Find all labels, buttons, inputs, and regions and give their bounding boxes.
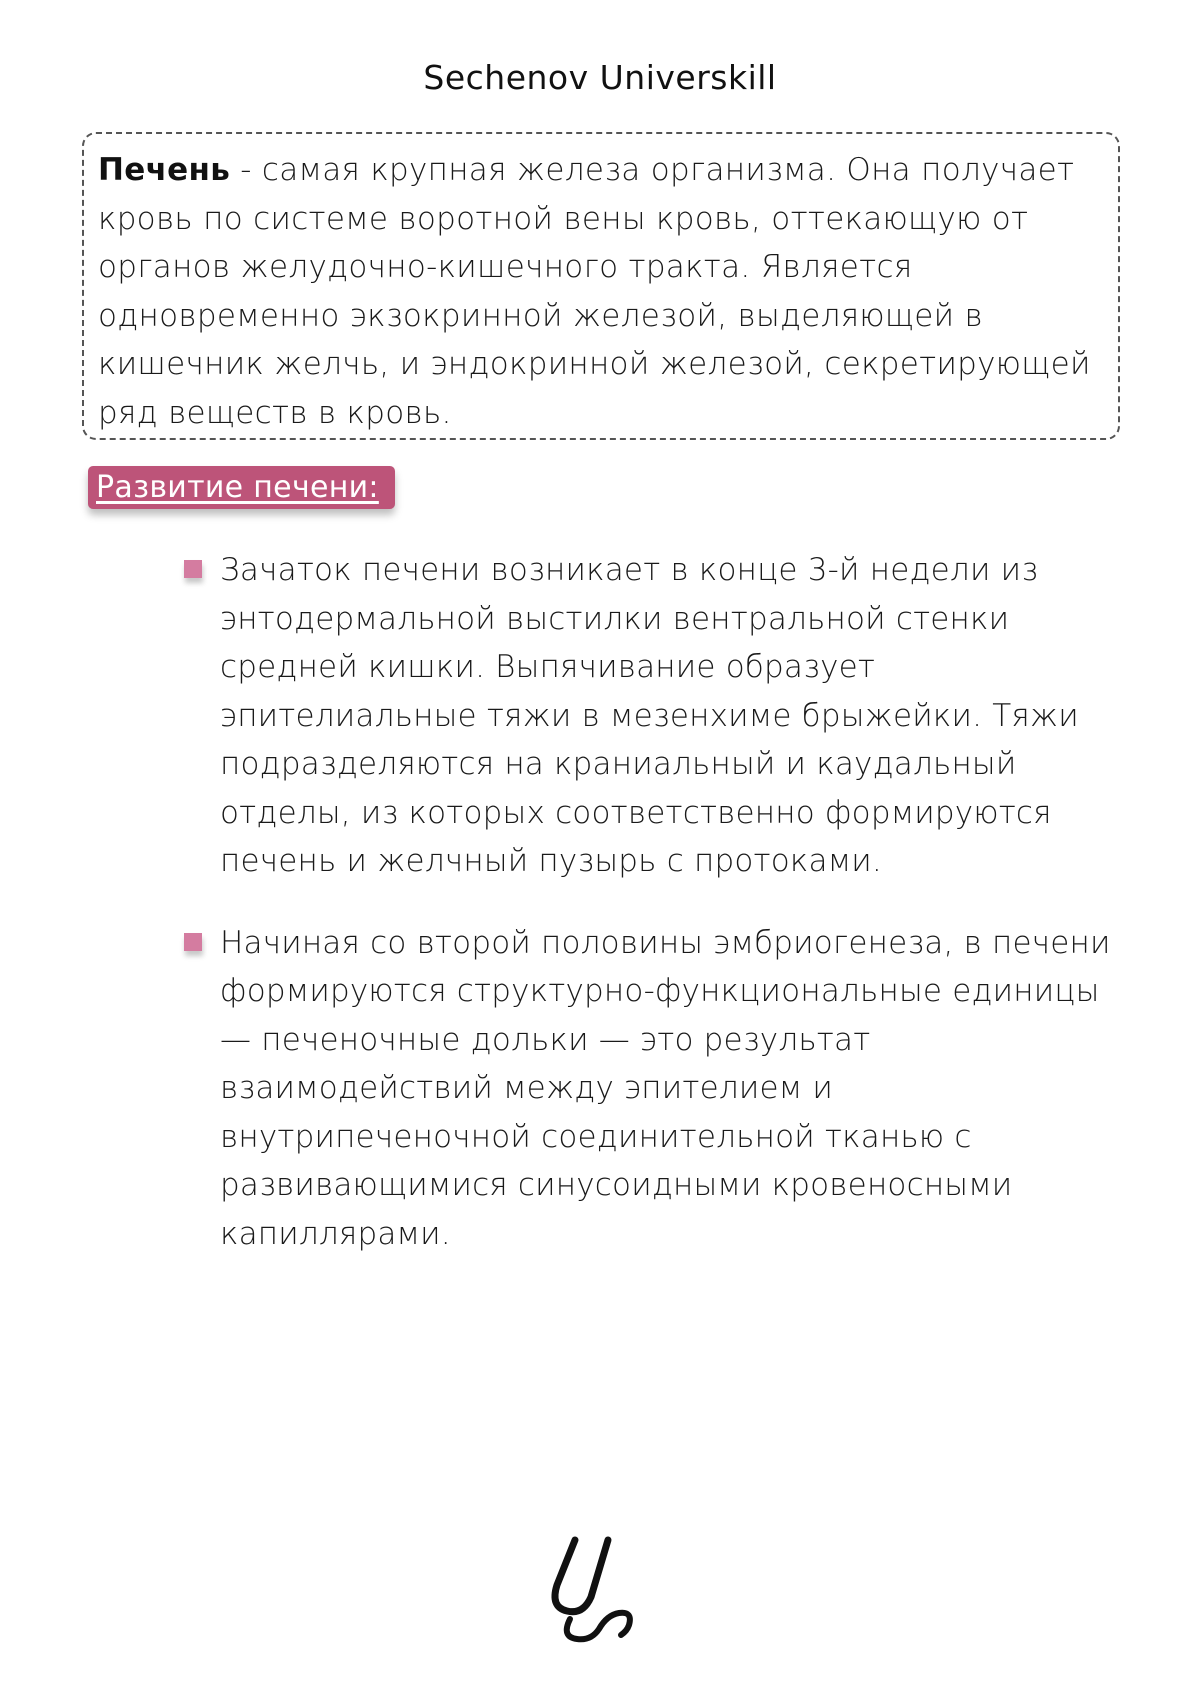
definition-body: - самая крупная железа организма. Она получает кровь по системе воротной вены кровь, оттекающую от органов желудочно-кишечного тракта. Является одновременно экзокринной железой, выделяющей в кишечник желчь, и эндокринной железой, секретирующей ряд веществ в кровь. — [98, 152, 1091, 431]
square-bullet-icon — [184, 933, 202, 951]
section-heading: Развитие печени: — [96, 470, 379, 505]
list-item — [184, 546, 1124, 886]
list-item-text: Начиная со второй половины эмбриогенеза, в печени формируются структурно-функциональные единицы — печеночные дольки — это результат взаимодействий между эпителием и внутрипеченочной соединительной тканью с развивающимися синусоидными кровеносными капиллярами. — [220, 924, 1111, 1252]
definition-term: Печень — [98, 152, 231, 188]
logo-svg — [545, 1535, 655, 1645]
section-heading-badge — [88, 466, 395, 509]
definition-text — [98, 146, 1104, 437]
square-bullet-icon — [184, 560, 202, 578]
list-item — [184, 919, 1124, 1259]
page-header-title: Sechenov Universkill — [423, 58, 777, 97]
definition-box — [82, 132, 1120, 440]
development-list — [184, 546, 1124, 1258]
list-item-text: Зачаток печени возникает в конце 3-й недели из энтодермальной выстилки вентральной стенки средней кишки. Выпячивание образует эпителиальные тяжи в мезенхиме брыжейки. Тяжи подразделяются на краниальный и каудальный отделы, из которых соответственно формируются печень и желчный пузырь с протоками. — [220, 552, 1079, 879]
us-monogram-logo-icon — [545, 1535, 655, 1645]
